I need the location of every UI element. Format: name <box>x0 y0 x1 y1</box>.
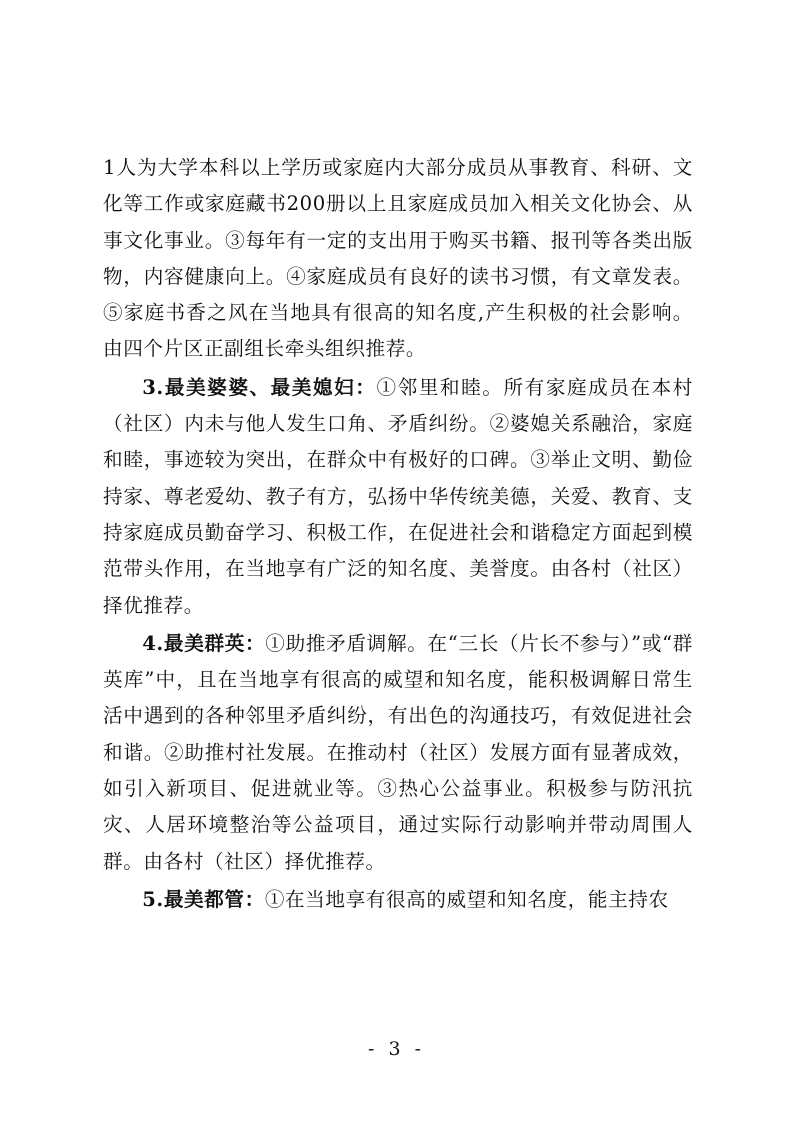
section-heading: 5.最美都管： <box>142 887 265 911</box>
paragraph-text: ①邻里和睦。所有家庭成员在本村（社区）内未与他人发生口角、矛盾纠纷。②婆媳关系融洽，家庭和睦，事迹较为突出，在群众中有极好的口碑。③举止文明、勤俭持家、尊老爱幼、教子有方，弘扬中华传统美德，关爱、教育、支持家庭成员勤奋学习、积极工作，在促进社会和谐稳定方面起到模范带头作用，在当地享有广泛的知名度、美誉度。由各村（社区）择优推荐。 <box>103 375 694 617</box>
paragraph-best-manager <box>103 882 693 918</box>
paragraph-text: ①在当地享有很高的威望和知名度，能主持农 <box>264 887 669 911</box>
document-body <box>103 150 693 918</box>
paragraph-text: 1人为大学本科以上学历或家庭内大部分成员从事教育、科研、文化等工作或家庭藏书200册以上且家庭成员加入相关文化协会、从事文化事业。③每年有一定的支出用于购买书籍、报刊等各类出版物，内容健康向上。④家庭成员有良好的读书习惯，有文章发表。⑤家庭书香之风在当地具有很高的知名度,产生积极的社会影响。由四个片区正副组长牵头组织推荐。 <box>103 156 693 361</box>
section-heading: 3.最美婆婆、最美媳妇： <box>142 375 377 399</box>
paragraph-text: ①助推矛盾调解。在“三长（片长不参与）”或“群英库”中，且在当地享有很高的威望和知名度，能积极调解日常生活中遇到的各种邻里矛盾纠纷，有出色的沟通技巧，有效促进社会和谐。②助推村社发展。在推动村（社区）发展方面有显著成效，如引入新项目、促进就业等。③热心公益事业。积极参与防汛抗灾、人居环境整治等公益项目，通过实际行动影响并带动周围人群。由各村（社区）择优推荐。 <box>103 631 693 873</box>
paragraph-best-mother-daughter-in-law <box>103 370 693 624</box>
paragraph-continued <box>103 150 693 368</box>
section-heading: 4.最美群英： <box>142 631 266 655</box>
page-number: - 3 - <box>367 1038 425 1060</box>
paragraph-best-community-elite <box>103 626 693 880</box>
